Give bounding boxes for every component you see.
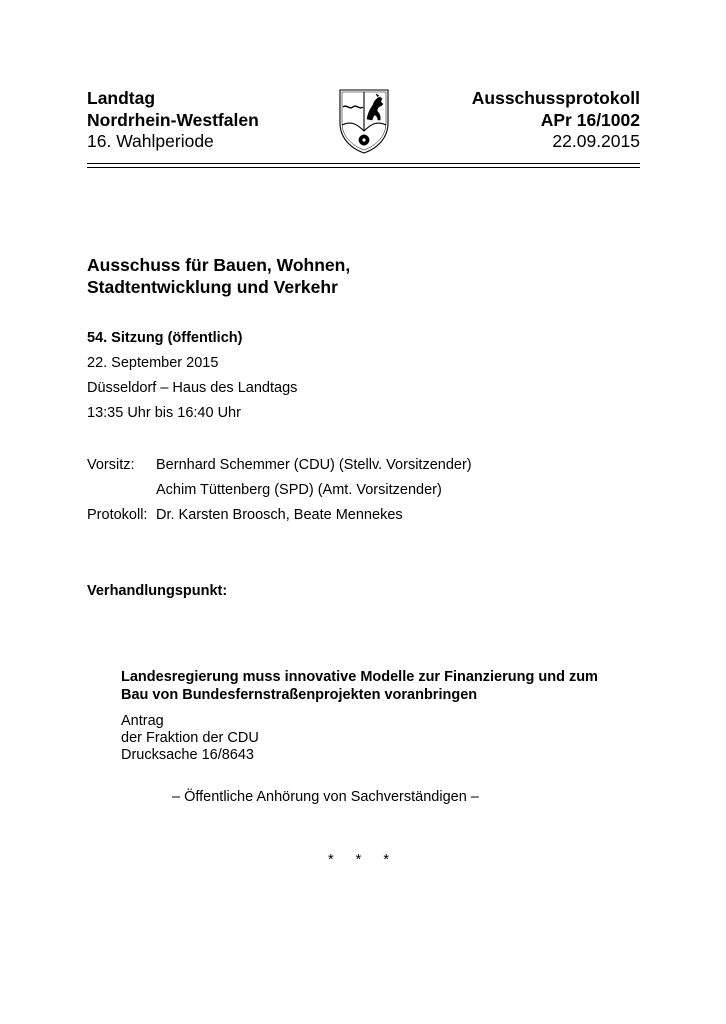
motion-by: der Fraktion der CDU [121, 730, 259, 746]
committee-title [87, 254, 350, 298]
header-document-date: 22.09.2015 [552, 131, 640, 151]
header-electoral-period: 16. Wahlperiode [87, 131, 214, 151]
header-document-number: APr 16/1002 [540, 110, 640, 130]
nrw-coat-of-arms-icon [334, 85, 394, 155]
chair-name-2: Achim Tüttenberg (SPD) (Amt. Vorsitzender) [156, 482, 442, 498]
header-document-type: Ausschussprotokoll [471, 88, 640, 108]
section-separator: * * * [328, 852, 398, 868]
session-place: Düsseldorf – Haus des Landtags [87, 380, 298, 396]
motion-type: Antrag [121, 713, 164, 729]
chair-label: Vorsitz: [87, 457, 135, 473]
agenda-item-title-line1: Landesregierung muss innovative Modelle zur Finanzierung und zum [121, 669, 598, 685]
committee-title-line1: Ausschuss für Bauen, Wohnen, [87, 255, 351, 275]
header-rule-top [87, 163, 640, 164]
header-parliament-name: Landtag [87, 88, 156, 108]
header-rule-bottom [87, 167, 640, 168]
session-title: 54. Sitzung (öffentlich) [87, 330, 243, 346]
chair-name-1: Bernhard Schemmer (CDU) (Stellv. Vorsitzender) [156, 457, 472, 473]
protocol-names: Dr. Karsten Broosch, Beate Mennekes [156, 507, 403, 523]
hearing-note: – Öffentliche Anhörung von Sachverständigen – [172, 789, 479, 805]
agenda-item-title-line2: Bau von Bundesfernstraßenprojekten voranbringen [121, 687, 478, 703]
header-state-name: Nordrhein-Westfalen [87, 110, 259, 130]
committee-title-line2: Stadtentwicklung und Verkehr [87, 277, 338, 297]
session-time: 13:35 Uhr bis 16:40 Uhr [87, 405, 241, 421]
protocol-label: Protokoll: [87, 507, 148, 523]
agenda-heading: Verhandlungspunkt: [87, 583, 228, 599]
document-reference: Drucksache 16/8643 [121, 747, 254, 763]
session-date: 22. September 2015 [87, 355, 219, 371]
